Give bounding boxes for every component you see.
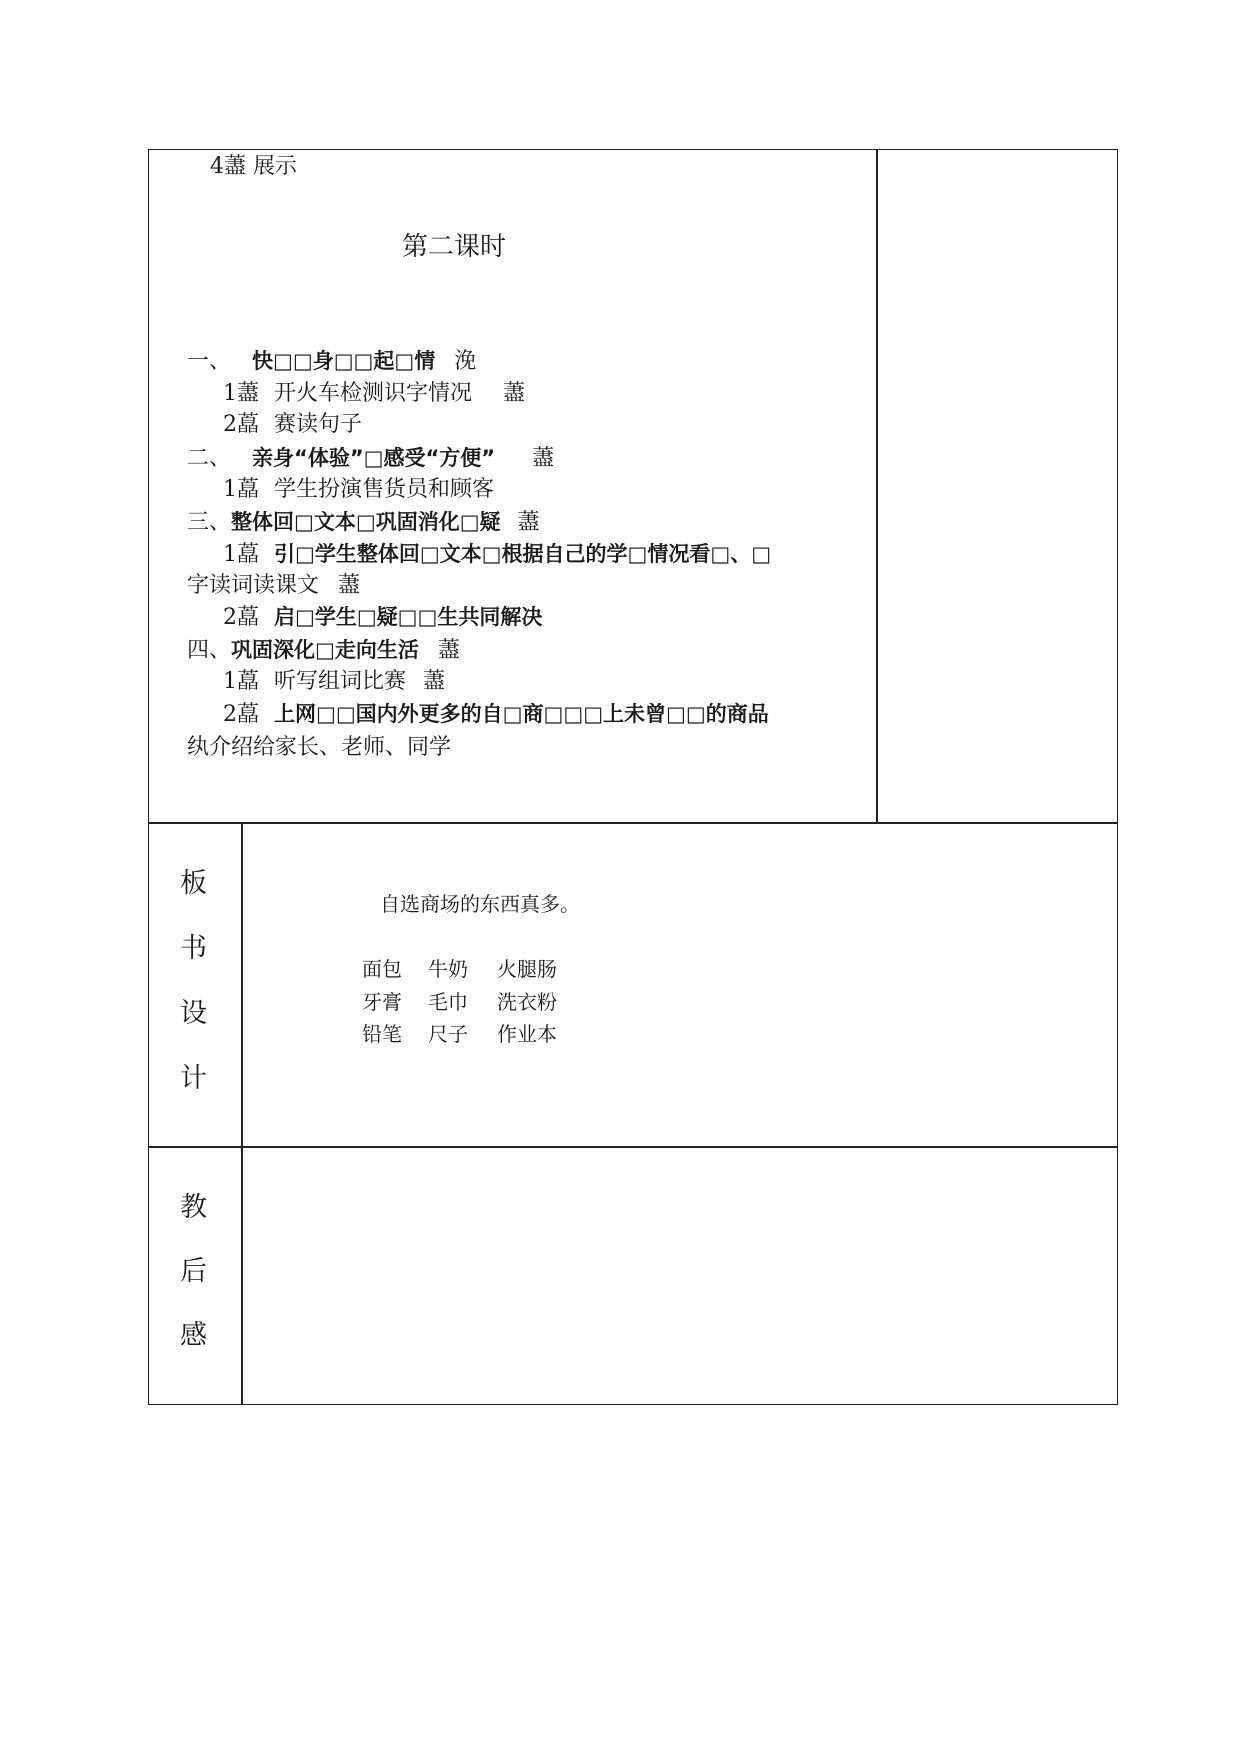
outline-line-5: 1藠 学生扮演售货员和顾客 [223,477,495,502]
outline-line-4: 二、 亲身“体验”□感受“方便” 藎 [187,446,555,471]
outline-line-12: 2藠 上网□□国内外更多的自□商□□□上未曾□□的商品 [223,702,769,727]
board-design-label-1: 板 [180,868,207,899]
top-right-column-divider [876,149,878,822]
board-design-label-3: 设 [180,998,207,1029]
board-row-1-item-2: 牛奶 [428,957,468,981]
board-row-2-item-2: 毛巾 [428,990,468,1014]
row-divider-2 [148,1146,1118,1148]
lesson-title: 第二课时 [402,232,507,262]
outline-line-7: 1藠 引□学生整体回□文本□根据自己的学□情况看□、□ [223,542,772,567]
outline-line-11: 1藠 听写组词比赛 藎 [223,669,446,694]
outline-line-10: 四、巩固深化□走向生活 藎 [187,638,460,663]
board-row-3-item-3: 作业本 [497,1022,557,1046]
outline-line-1: 一、 快□□身□□起□情 浼 [187,349,477,374]
board-row-3-item-2: 尺子 [428,1022,468,1046]
outline-line-9: 2藠 启□学生□疑□□生共同解决 [223,605,543,630]
board-row-2-item-3: 洗衣粉 [497,990,557,1014]
row-divider-1 [148,822,1118,824]
outline-line-13: 纨介绍给家长、老师、同学 [187,735,452,760]
outline-line-3: 2藠 赛读句子 [223,412,363,437]
board-heading: 自选商场的东西真多。 [380,892,580,916]
label-column-divider [241,822,243,1405]
board-row-1-item-1: 面包 [362,957,402,981]
board-row-1-item-3: 火腿肠 [497,957,557,981]
outline-line-8: 字读词读课文 藎 [187,573,361,598]
reflection-label-1: 教 [180,1192,207,1223]
step-4-show: 4藎 展示 [210,154,297,179]
board-design-label-4: 计 [180,1063,207,1094]
lesson-plan-table [148,149,1118,1405]
outline-line-2: 1藎 开火车检测识字情况 藎 [223,381,526,406]
reflection-label-2: 后 [180,1256,207,1287]
reflection-label-3: 感 [180,1320,207,1351]
outline-line-6: 三、整体回□文本□巩固消化□疑 藎 [187,510,540,535]
board-row-2-item-1: 牙膏 [362,990,402,1014]
board-design-label-2: 书 [180,933,207,964]
board-row-3-item-1: 铅笔 [362,1022,402,1046]
